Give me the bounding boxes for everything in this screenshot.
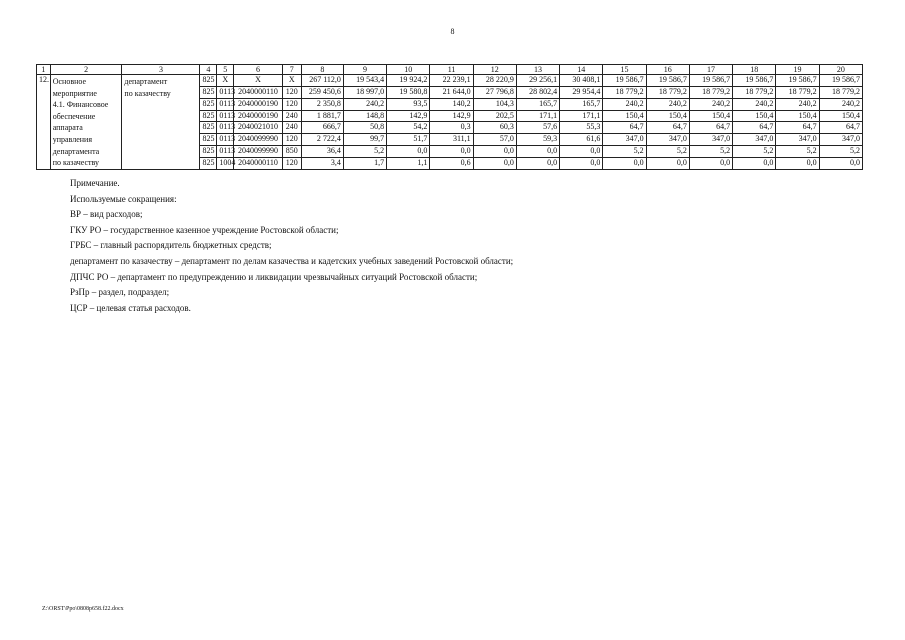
executor-cell: департамент по казачеству — [122, 75, 200, 170]
amount-cell: 0,0 — [560, 157, 603, 169]
code-cell: 0113 — [217, 98, 234, 110]
amount-cell: 27 796,8 — [473, 86, 516, 98]
amount-cell: 171,1 — [560, 110, 603, 122]
amount-cell: 171,1 — [516, 110, 559, 122]
amount-cell: 19 543,4 — [343, 75, 386, 87]
header-cell: 11 — [430, 65, 473, 75]
header-cell: 2 — [50, 65, 122, 75]
code-cell: 825 — [200, 122, 217, 134]
code-cell: 2040099990 — [234, 146, 283, 158]
amount-cell: 36,4 — [301, 146, 343, 158]
header-cell: 17 — [689, 65, 732, 75]
amount-cell: 51,7 — [387, 134, 430, 146]
row-number-cell: 12. — [37, 75, 51, 170]
amount-cell: 0,0 — [646, 157, 689, 169]
notes-title: Примечание. — [70, 178, 120, 188]
amount-cell: 19 586,7 — [819, 75, 862, 87]
amount-cell: 0,0 — [819, 157, 862, 169]
code-cell: 825 — [200, 157, 217, 169]
code-cell: 120 — [282, 98, 301, 110]
amount-cell: 93,5 — [387, 98, 430, 110]
code-cell: 825 — [200, 146, 217, 158]
amount-cell: 202,5 — [473, 110, 516, 122]
amount-cell: 19 586,7 — [776, 75, 819, 87]
note-line: ЦСР – целевая статья расходов. — [70, 302, 191, 313]
header-cell: 15 — [603, 65, 646, 75]
amount-cell: 64,7 — [819, 122, 862, 134]
amount-cell: 22 239,1 — [430, 75, 473, 87]
header-cell: 13 — [516, 65, 559, 75]
note-line: Используемые сокращения: — [70, 193, 177, 204]
amount-cell: 150,4 — [733, 110, 776, 122]
amount-cell: 150,4 — [819, 110, 862, 122]
amount-cell: 19 580,8 — [387, 86, 430, 98]
amount-cell: 50,8 — [343, 122, 386, 134]
table-body — [37, 65, 863, 170]
amount-cell: 64,7 — [603, 122, 646, 134]
amount-cell: 5,2 — [603, 146, 646, 158]
header-cell: 5 — [217, 65, 234, 75]
header-cell: 6 — [234, 65, 283, 75]
amount-cell: 30 408,1 — [560, 75, 603, 87]
amount-cell: 19 924,2 — [387, 75, 430, 87]
amount-cell: 165,7 — [560, 98, 603, 110]
code-cell: 825 — [200, 110, 217, 122]
amount-cell: 0,0 — [430, 146, 473, 158]
amount-cell: 54,2 — [387, 122, 430, 134]
amount-cell: 0,0 — [387, 146, 430, 158]
measure-name-cell: Основное мероприятие 4.1. Финансовое обеспечение аппарата управления департамента по казачеству — [50, 75, 122, 170]
amount-cell: 0,0 — [689, 157, 732, 169]
amount-cell: 0,0 — [560, 146, 603, 158]
amount-cell: 5,2 — [733, 146, 776, 158]
amount-cell: 1,1 — [387, 157, 430, 169]
amount-cell: 150,4 — [776, 110, 819, 122]
amount-cell: 0,0 — [473, 146, 516, 158]
note-line: департамент по казачеству – департамент по делам казачества и кадетских учебных заведений Ростовской области; — [70, 255, 514, 266]
amount-cell: 666,7 — [301, 122, 343, 134]
budget-table — [36, 64, 863, 170]
amount-cell: 99,7 — [343, 134, 386, 146]
code-cell: X — [282, 75, 301, 87]
amount-cell: 57,0 — [473, 134, 516, 146]
amount-cell: 18 779,2 — [733, 86, 776, 98]
amount-cell: 0,0 — [516, 157, 559, 169]
amount-cell: 150,4 — [603, 110, 646, 122]
amount-cell: 64,7 — [776, 122, 819, 134]
code-cell: 0113 — [217, 134, 234, 146]
amount-cell: 18 779,2 — [689, 86, 732, 98]
code-cell: 240 — [282, 110, 301, 122]
amount-cell: 347,0 — [733, 134, 776, 146]
code-cell: 825 — [200, 86, 217, 98]
amount-cell: 19 586,7 — [603, 75, 646, 87]
amount-cell: 18 779,2 — [819, 86, 862, 98]
code-cell: 120 — [282, 157, 301, 169]
amount-cell: 165,7 — [516, 98, 559, 110]
amount-cell: 18 779,2 — [646, 86, 689, 98]
budget-table-container — [36, 64, 863, 170]
amount-cell: 5,2 — [689, 146, 732, 158]
table-header-row — [37, 65, 863, 75]
code-cell: 2040000110 — [234, 86, 283, 98]
header-cell: 20 — [819, 65, 862, 75]
amount-cell: 240,2 — [733, 98, 776, 110]
amount-cell: 240,2 — [646, 98, 689, 110]
amount-cell: 148,8 — [343, 110, 386, 122]
amount-cell: 5,2 — [646, 146, 689, 158]
note-line: ВР – вид расходов; — [70, 209, 143, 220]
note-line: РзПр – раздел, подраздел; — [70, 287, 170, 298]
amount-cell: 2 722,4 — [301, 134, 343, 146]
code-cell: 0113 — [217, 146, 234, 158]
amount-cell: 18 779,2 — [603, 86, 646, 98]
amount-cell: 5,2 — [819, 146, 862, 158]
amount-cell: 19 586,7 — [646, 75, 689, 87]
amount-cell: 140,2 — [430, 98, 473, 110]
code-cell: 0113 — [217, 86, 234, 98]
note-line: ГРБС – главный распорядитель бюджетных средств; — [70, 240, 272, 251]
amount-cell: 0,0 — [473, 157, 516, 169]
amount-cell: 0,0 — [733, 157, 776, 169]
amount-cell: 57,6 — [516, 122, 559, 134]
code-cell: 120 — [282, 134, 301, 146]
code-cell: 240 — [282, 122, 301, 134]
header-cell: 9 — [343, 65, 386, 75]
table-row — [37, 75, 863, 87]
amount-cell: 5,2 — [343, 146, 386, 158]
header-cell: 12 — [473, 65, 516, 75]
code-cell: 2040000190 — [234, 98, 283, 110]
header-cell: 19 — [776, 65, 819, 75]
amount-cell: 347,0 — [776, 134, 819, 146]
amount-cell: 240,2 — [603, 98, 646, 110]
amount-cell: 5,2 — [776, 146, 819, 158]
code-cell: 1004 — [217, 157, 234, 169]
amount-cell: 18 997,0 — [343, 86, 386, 98]
amount-cell: 240,2 — [819, 98, 862, 110]
page-number: 8 — [450, 27, 455, 36]
code-cell: X — [217, 75, 234, 87]
amount-cell: 55,3 — [560, 122, 603, 134]
amount-cell: 29 954,4 — [560, 86, 603, 98]
code-cell: 850 — [282, 146, 301, 158]
amount-cell: 64,7 — [733, 122, 776, 134]
amount-cell: 61,6 — [560, 134, 603, 146]
amount-cell: 3,4 — [301, 157, 343, 169]
amount-cell: 28 220,9 — [473, 75, 516, 87]
amount-cell: 2 350,8 — [301, 98, 343, 110]
amount-cell: 60,3 — [473, 122, 516, 134]
code-cell: 120 — [282, 86, 301, 98]
amount-cell: 267 112,0 — [301, 75, 343, 87]
header-cell: 8 — [301, 65, 343, 75]
header-cell: 14 — [560, 65, 603, 75]
code-cell: 825 — [200, 134, 217, 146]
header-cell: 10 — [387, 65, 430, 75]
header-cell: 18 — [733, 65, 776, 75]
code-cell: 2040021010 — [234, 122, 283, 134]
amount-cell: 240,2 — [343, 98, 386, 110]
code-cell: X — [234, 75, 283, 87]
header-cell: 1 — [37, 65, 51, 75]
note-line: ГКУ РО – государственное казенное учреждение Ростовской области; — [70, 224, 339, 235]
amount-cell: 259 450,6 — [301, 86, 343, 98]
amount-cell: 104,3 — [473, 98, 516, 110]
amount-cell: 240,2 — [689, 98, 732, 110]
code-cell: 2040000110 — [234, 157, 283, 169]
amount-cell: 19 586,7 — [689, 75, 732, 87]
note-line: ДПЧС РО – департамент по предупреждению и ликвидации чрезвычайных ситуаций Ростовской области; — [70, 271, 478, 282]
amount-cell: 311,1 — [430, 134, 473, 146]
amount-cell: 347,0 — [819, 134, 862, 146]
notes-section — [70, 176, 513, 316]
code-cell: 2040099990 — [234, 134, 283, 146]
amount-cell: 59,3 — [516, 134, 559, 146]
code-cell: 2040000190 — [234, 110, 283, 122]
amount-cell: 0,0 — [603, 157, 646, 169]
amount-cell: 21 644,0 — [430, 86, 473, 98]
amount-cell: 64,7 — [689, 122, 732, 134]
amount-cell: 150,4 — [689, 110, 732, 122]
code-cell: 0113 — [217, 110, 234, 122]
amount-cell: 347,0 — [689, 134, 732, 146]
amount-cell: 347,0 — [646, 134, 689, 146]
amount-cell: 64,7 — [646, 122, 689, 134]
amount-cell: 18 779,2 — [776, 86, 819, 98]
amount-cell: 1,7 — [343, 157, 386, 169]
code-cell: 825 — [200, 98, 217, 110]
code-cell: 825 — [200, 75, 217, 87]
header-cell: 4 — [200, 65, 217, 75]
amount-cell: 150,4 — [646, 110, 689, 122]
code-cell: 0113 — [217, 122, 234, 134]
amount-cell: 142,9 — [430, 110, 473, 122]
header-cell: 7 — [282, 65, 301, 75]
header-cell: 16 — [646, 65, 689, 75]
amount-cell: 240,2 — [776, 98, 819, 110]
amount-cell: 19 586,7 — [733, 75, 776, 87]
amount-cell: 142,9 — [387, 110, 430, 122]
header-cell: 3 — [122, 65, 200, 75]
amount-cell: 1 881,7 — [301, 110, 343, 122]
footer-file-path: Z:\ORST\Ppo\0808p658.f22.docx — [42, 606, 124, 612]
amount-cell: 0,0 — [516, 146, 559, 158]
amount-cell: 347,0 — [603, 134, 646, 146]
amount-cell: 28 802,4 — [516, 86, 559, 98]
amount-cell: 0,0 — [776, 157, 819, 169]
amount-cell: 0,6 — [430, 157, 473, 169]
amount-cell: 0,3 — [430, 122, 473, 134]
amount-cell: 29 256,1 — [516, 75, 559, 87]
